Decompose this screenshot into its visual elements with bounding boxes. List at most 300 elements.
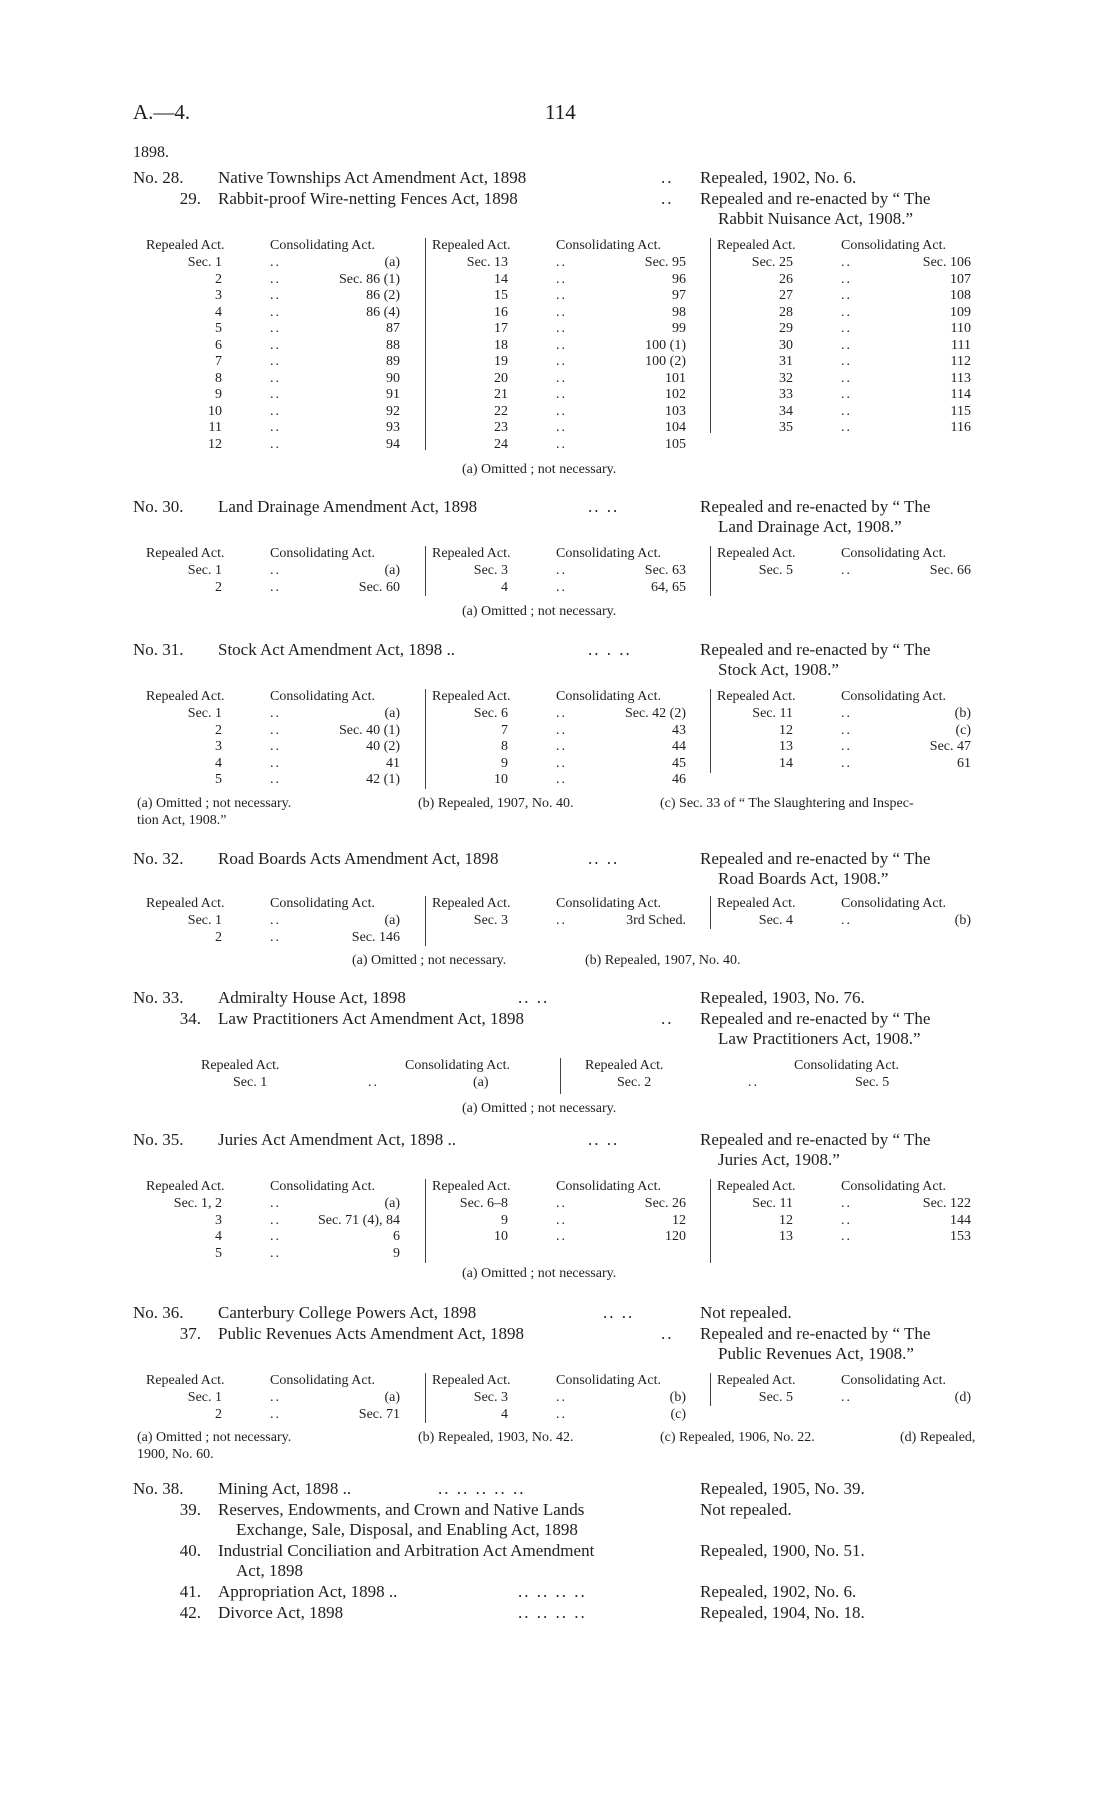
consolidating-section: 41: [386, 755, 400, 771]
leader-dots: ..: [270, 706, 281, 721]
act-title: [218, 1541, 678, 1581]
header-consolidating: Consolidating Act.: [556, 896, 661, 911]
act-status: [700, 1324, 1000, 1364]
act-number: 40.: [179, 1541, 201, 1560]
repealed-section: Sec. 1: [187, 913, 222, 928]
leader-dots: ..: [556, 1212, 567, 1228]
consolidating-section: Sec. 47: [929, 739, 971, 754]
repealed-section: 12: [779, 722, 793, 738]
consolidating-section: 86 (2): [366, 288, 400, 303]
leader-dots: .. .. .. ..: [518, 1582, 587, 1601]
leader-dots: ..: [841, 387, 852, 402]
status-line-2: Law Practitioners Act, 1908.”: [718, 1029, 921, 1048]
leader-dots: ..: [661, 189, 674, 208]
leader-dots: ..: [270, 929, 281, 945]
consolidating-section: Sec. 40 (1): [338, 722, 400, 738]
act-status: [700, 640, 1000, 680]
table-row: [140, 371, 425, 388]
repealed-section: Sec. 5: [758, 1390, 793, 1405]
act-title: Appropriation Act, 1898 ..: [218, 1582, 398, 1601]
repealed-section: 11: [208, 420, 222, 435]
header-repealed: Repealed Act.: [146, 1179, 225, 1194]
header-consolidating: Consolidating Act.: [556, 1179, 661, 1194]
header-consolidating: Consolidating Act.: [841, 689, 946, 704]
consolidating-section: 86 (4): [366, 304, 400, 320]
table-row: [426, 305, 711, 322]
leader-dots: ..: [270, 579, 281, 595]
act-title: Stock Act Amendment Act, 1898 ..: [218, 640, 456, 659]
table-row: [140, 387, 425, 404]
table-row: [140, 723, 425, 740]
table-row: [711, 288, 996, 305]
repealed-section: 20: [494, 370, 508, 386]
leader-dots: ..: [841, 420, 852, 435]
repealed-section: 10: [494, 1229, 508, 1244]
repealed-section: 7: [215, 354, 222, 369]
repealed-section: 9: [215, 387, 222, 402]
footnote-a: (a) Omitted ; not necessary.: [137, 1430, 292, 1445]
consolidating-section: 100 (1): [645, 337, 686, 353]
consolidating-section: Sec. 5: [855, 1075, 890, 1090]
leader-dots: .. . ..: [588, 640, 632, 659]
table-row: [426, 563, 711, 580]
table-row: [711, 338, 996, 355]
consolidating-section: 115: [950, 403, 971, 419]
act-number: No. 28.: [133, 168, 184, 187]
repealed-section: 35: [779, 420, 793, 435]
table-row: [711, 913, 996, 930]
leader-dots: ..: [556, 337, 567, 353]
consolidating-section: 98: [672, 304, 686, 320]
act-number: No. 38.: [133, 1479, 184, 1498]
leader-dots: ..: [270, 755, 281, 771]
leader-dots: ..: [556, 722, 567, 738]
table-row: [711, 387, 996, 404]
table-row: [426, 338, 711, 355]
table-row: [140, 1390, 425, 1407]
repealed-section: 10: [208, 403, 222, 419]
consolidating-section: 108: [950, 288, 971, 303]
table-row: [140, 563, 425, 580]
act-status: [700, 1130, 1000, 1170]
leader-dots: ..: [841, 755, 852, 771]
leader-dots: ..: [270, 387, 281, 402]
consolidating-section: Sec. 86 (1): [338, 271, 400, 287]
consolidating-section: (b): [954, 706, 971, 721]
table-column: [140, 238, 425, 453]
act-title: Rabbit-proof Wire-netting Fences Act, 1898: [218, 189, 518, 208]
repealed-section: 22: [494, 403, 508, 419]
leader-dots: ..: [556, 321, 567, 336]
repealed-section: 27: [779, 288, 793, 303]
header-consolidating: Consolidating Act.: [841, 238, 946, 253]
table-row: [711, 420, 996, 437]
leader-dots: ..: [841, 913, 852, 928]
leader-dots: .. .. .. .. ..: [438, 1479, 526, 1498]
leader-dots: ..: [270, 354, 281, 369]
act-number: No. 33.: [133, 988, 184, 1007]
repealed-section: Sec. 3: [473, 563, 508, 578]
table-row: [711, 1213, 996, 1230]
title-line-2: Act, 1898: [236, 1561, 304, 1580]
leader-dots: ..: [270, 304, 281, 320]
consolidating-section: 111: [951, 337, 971, 353]
consolidating-section: 110: [950, 321, 971, 336]
act-number: 37.: [179, 1324, 201, 1343]
table-row: [711, 739, 996, 756]
leader-dots: ..: [841, 563, 852, 578]
header-consolidating: Consolidating Act.: [841, 1179, 946, 1194]
repealed-section: Sec. 4: [758, 913, 793, 928]
repealed-section: 24: [494, 436, 508, 452]
leader-dots: ..: [556, 271, 567, 287]
status-line-2: Public Revenues Act, 1908.”: [718, 1344, 914, 1363]
leader-dots: ..: [841, 1212, 852, 1228]
table-row: [140, 354, 425, 371]
footnote-d: (d) Repealed,: [900, 1430, 976, 1445]
consolidating-section: 104: [665, 420, 686, 435]
act-title: Admiralty House Act, 1898: [218, 988, 406, 1007]
table-row: [140, 706, 425, 723]
table-column: [710, 1373, 996, 1406]
header-consolidating: Consolidating Act.: [556, 1373, 661, 1388]
repealed-section: Sec. 1: [187, 255, 222, 270]
repealed-section: 12: [779, 1212, 793, 1228]
leader-dots: ..: [661, 1324, 674, 1343]
table-row: [426, 404, 711, 421]
consolidating-section: 105: [665, 436, 686, 452]
act-number: 29.: [179, 189, 201, 208]
leader-dots: ..: [841, 739, 852, 754]
leader-dots: ..: [270, 271, 281, 287]
leader-dots: ..: [270, 913, 281, 928]
table-row: [426, 1213, 711, 1230]
consolidating-section: 94: [386, 436, 400, 452]
act-number: No. 31.: [133, 640, 184, 659]
table-row: [426, 387, 711, 404]
table-row: [140, 404, 425, 421]
consolidating-section: Sec. 122: [922, 1196, 971, 1211]
footnote-b: (b) Repealed, 1907, No. 40.: [585, 953, 741, 968]
consolidating-section: 6: [393, 1229, 400, 1244]
leader-dots: ..: [556, 913, 567, 928]
table-row: [426, 272, 711, 289]
leader-dots: ..: [841, 271, 852, 287]
table-row: [711, 1229, 996, 1246]
repealed-section: 21: [494, 387, 508, 402]
repealed-section: 12: [208, 436, 222, 452]
leader-dots: .. ..: [518, 988, 550, 1007]
leader-dots: ..: [841, 354, 852, 369]
repealed-section: 14: [494, 271, 508, 287]
table-column: [140, 1373, 425, 1423]
repealed-section: Sec. 11: [752, 706, 793, 721]
table-row: [711, 404, 996, 421]
table-row: [711, 321, 996, 338]
repealed-section: 2: [215, 722, 222, 738]
consolidating-section: Sec. 42 (2): [624, 706, 686, 721]
table-row: [426, 354, 711, 371]
consolidating-section: 88: [386, 337, 400, 353]
table-row: [140, 739, 425, 756]
footnote-c-continued: tion Act, 1908.”: [137, 813, 227, 828]
header-repealed: Repealed Act.: [146, 546, 225, 561]
consolidating-section: 113: [950, 370, 971, 386]
leader-dots: ..: [556, 579, 567, 595]
header-repealed: Repealed Act.: [432, 896, 511, 911]
repealed-section: 31: [779, 354, 793, 369]
leader-dots: ..: [748, 1075, 759, 1090]
table-row: [140, 288, 425, 305]
repealed-section: 16: [494, 304, 508, 320]
table-row: [140, 420, 425, 437]
consolidating-section: 40 (2): [366, 739, 400, 754]
header-consolidating: Consolidating Act.: [405, 1058, 510, 1073]
table-row: [426, 1196, 711, 1213]
act-title: Public Revenues Acts Amendment Act, 1898: [218, 1324, 524, 1343]
act-status: Repealed, 1900, No. 51.: [700, 1541, 865, 1560]
repealed-section: 2: [215, 929, 222, 945]
act-status: Repealed, 1904, No. 18.: [700, 1603, 865, 1622]
table-row: [426, 772, 711, 789]
leader-dots: ..: [270, 772, 281, 787]
leader-dots: ..: [841, 321, 852, 336]
repealed-section: 5: [215, 772, 222, 787]
footnote: (a) Omitted ; not necessary.: [462, 604, 617, 619]
act-status: Repealed, 1902, No. 6.: [700, 1582, 857, 1601]
status-line-2: Stock Act, 1908.”: [718, 660, 839, 679]
status-line-1: Repealed and re-enacted by “ The: [700, 1009, 931, 1028]
leader-dots: ..: [841, 337, 852, 353]
act-status: Repealed, 1905, No. 39.: [700, 1479, 865, 1498]
table-row: [426, 1407, 711, 1424]
table-column: [710, 896, 996, 929]
table-row: [426, 739, 711, 756]
year-heading: 1898.: [133, 144, 169, 161]
consolidating-section: 114: [950, 387, 971, 402]
consolidating-section: 45: [672, 755, 686, 771]
leader-dots: ..: [270, 1390, 281, 1405]
act-title: Law Practitioners Act Amendment Act, 1898: [218, 1009, 524, 1028]
act-number: No. 32.: [133, 849, 184, 868]
act-status: Repealed, 1902, No. 6.: [700, 168, 857, 187]
repealed-section: Sec. 1: [187, 1390, 222, 1405]
table-row: [140, 1196, 425, 1213]
leader-dots: ..: [270, 436, 281, 452]
consolidating-section: 96: [672, 271, 686, 287]
status-line-1: Repealed and re-enacted by “ The: [700, 1324, 931, 1343]
table-row: [711, 305, 996, 322]
leader-dots: ..: [841, 255, 852, 270]
table-row: [711, 756, 996, 773]
status-line-2: Road Boards Act, 1908.”: [718, 869, 889, 888]
consolidating-section: 112: [950, 354, 971, 369]
act-title: Mining Act, 1898 ..: [218, 1479, 352, 1498]
header-consolidating: Consolidating Act.: [841, 896, 946, 911]
footnote-a: (a) Omitted ; not necessary.: [137, 796, 292, 811]
leader-dots: ..: [556, 772, 567, 787]
repealed-section: 33: [779, 387, 793, 402]
table-row: [711, 563, 996, 580]
act-title: Native Townships Act Amendment Act, 1898: [218, 168, 527, 187]
footnote-c: (c) Repealed, 1906, No. 22.: [660, 1430, 815, 1445]
repealed-section: Sec. 13: [466, 255, 508, 270]
header-repealed: Repealed Act.: [585, 1058, 664, 1073]
repealed-section: 4: [215, 1229, 222, 1244]
consolidating-section: 116: [950, 420, 971, 435]
act-status: Repealed, 1903, No. 76.: [700, 988, 865, 1007]
consolidating-section: 89: [386, 354, 400, 369]
repealed-section: 2: [215, 271, 222, 287]
repealed-section: 4: [501, 579, 508, 595]
table-row: [426, 420, 711, 437]
repealed-section: Sec. 1, 2: [173, 1196, 222, 1211]
consolidating-section: Sec. 66: [929, 563, 971, 578]
repealed-section: 32: [779, 370, 793, 386]
act-number: 41.: [179, 1582, 201, 1601]
repealed-section: 29: [779, 321, 793, 336]
header-consolidating: Consolidating Act.: [270, 689, 375, 704]
consolidating-section: 100 (2): [645, 354, 686, 369]
repealed-section: Sec. 3: [473, 913, 508, 928]
table-row: [426, 756, 711, 773]
repealed-section: 4: [215, 755, 222, 771]
leader-dots: .. ..: [588, 849, 620, 868]
table-row: [711, 1390, 996, 1407]
table-row: [426, 321, 711, 338]
header-repealed: Repealed Act.: [201, 1058, 280, 1073]
consolidating-section: 93: [386, 420, 400, 435]
repealed-section: 23: [494, 420, 508, 435]
consolidating-section: (b): [954, 913, 971, 928]
repealed-section: Sec. 6–8: [459, 1196, 508, 1211]
consolidating-section: Sec. 146: [351, 929, 400, 945]
repealed-section: 15: [494, 288, 508, 303]
act-status: Not repealed.: [700, 1500, 792, 1519]
leader-dots: ..: [556, 387, 567, 402]
table-row: [711, 272, 996, 289]
leader-dots: ..: [556, 1229, 567, 1244]
page-number: 114: [545, 100, 576, 124]
repealed-section: Sec. 11: [752, 1196, 793, 1211]
consolidating-section: Sec. 106: [922, 255, 971, 270]
table-column: [140, 896, 425, 946]
leader-dots: ..: [556, 288, 567, 303]
repealed-section: 7: [501, 722, 508, 738]
act-number: No. 35.: [133, 1130, 184, 1149]
act-status: [700, 1009, 1000, 1049]
table-column: [140, 546, 425, 596]
header-repealed: Repealed Act.: [146, 1373, 225, 1388]
consolidating-section: 102: [665, 387, 686, 402]
status-line-1: Repealed and re-enacted by “ The: [700, 640, 931, 659]
leader-dots: .. ..: [588, 1130, 620, 1149]
consolidating-section: Sec. 71: [358, 1406, 400, 1422]
consolidating-section: 43: [672, 722, 686, 738]
repealed-section: 28: [779, 304, 793, 320]
leader-dots: ..: [556, 354, 567, 369]
table-row: [711, 371, 996, 388]
leader-dots: ..: [270, 1406, 281, 1422]
table-row: [140, 1229, 425, 1246]
consolidating-section: Sec. 95: [644, 255, 686, 270]
consolidating-section: (a): [473, 1075, 489, 1090]
repealed-section: 9: [501, 1212, 508, 1228]
header-repealed: Repealed Act.: [717, 546, 796, 561]
consolidating-section: Sec. 26: [644, 1196, 686, 1211]
title-line-1: Industrial Conciliation and Arbitration Act Amendment: [218, 1541, 595, 1560]
leader-dots: ..: [556, 755, 567, 771]
footnote: (a) Omitted ; not necessary.: [462, 1101, 617, 1116]
table-column: [710, 689, 996, 773]
table-column: [425, 896, 711, 946]
repealed-section: 2: [215, 579, 222, 595]
repealed-section: 5: [215, 321, 222, 336]
repealed-section: 5: [215, 1245, 222, 1261]
repealed-section: 18: [494, 337, 508, 353]
consolidating-section: 87: [386, 321, 400, 336]
repealed-section: Sec. 1: [187, 706, 222, 721]
repealed-section: 4: [501, 1406, 508, 1422]
repealed-section: 34: [779, 403, 793, 419]
header-repealed: Repealed Act.: [432, 1373, 511, 1388]
consolidating-section: 153: [950, 1229, 971, 1244]
header-consolidating: Consolidating Act.: [270, 1179, 375, 1194]
table-row: [426, 706, 711, 723]
table-column: [425, 1373, 711, 1423]
leader-dots: ..: [556, 255, 567, 270]
status-line-1: Repealed and re-enacted by “ The: [700, 497, 931, 516]
leader-dots: ..: [841, 288, 852, 303]
act-number: No. 30.: [133, 497, 184, 516]
leader-dots: ..: [841, 370, 852, 386]
header-repealed: Repealed Act.: [432, 689, 511, 704]
consolidating-section: (a): [384, 1196, 400, 1211]
repealed-section: 26: [779, 271, 793, 287]
consolidating-section: Sec. 60: [358, 579, 400, 595]
table-column: [710, 238, 996, 433]
header-consolidating: Consolidating Act.: [841, 1373, 946, 1388]
table-row: [140, 1407, 425, 1424]
repealed-section: 4: [215, 304, 222, 320]
act-number: 42.: [179, 1603, 201, 1622]
consolidating-section: 12: [672, 1212, 686, 1228]
consolidating-section: 91: [386, 387, 400, 402]
consolidating-section: 3rd Sched.: [626, 913, 686, 928]
leader-dots: ..: [556, 706, 567, 721]
consolidating-section: 90: [386, 370, 400, 386]
consolidating-section: Sec. 63: [644, 563, 686, 578]
leader-dots: ..: [556, 436, 567, 452]
repealed-section: Sec. 3: [473, 1390, 508, 1405]
leader-dots: ..: [368, 1075, 379, 1090]
header-consolidating: Consolidating Act.: [270, 546, 375, 561]
header-repealed: Repealed Act.: [146, 238, 225, 253]
table-row: [426, 288, 711, 305]
header-repealed: Repealed Act.: [717, 1373, 796, 1388]
header-consolidating: Consolidating Act.: [794, 1058, 899, 1073]
repealed-section: 19: [494, 354, 508, 369]
repealed-section: 14: [779, 755, 793, 771]
status-line-1: Repealed and re-enacted by “ The: [700, 189, 931, 208]
table-row: [711, 255, 996, 272]
footnote-a: (a) Omitted ; not necessary.: [352, 953, 507, 968]
title-line-2: Exchange, Sale, Disposal, and Enabling Act, 1898: [236, 1520, 578, 1539]
header-consolidating: Consolidating Act.: [556, 546, 661, 561]
leader-dots: ..: [841, 304, 852, 320]
table-row: [140, 930, 425, 947]
table-row: [140, 756, 425, 773]
